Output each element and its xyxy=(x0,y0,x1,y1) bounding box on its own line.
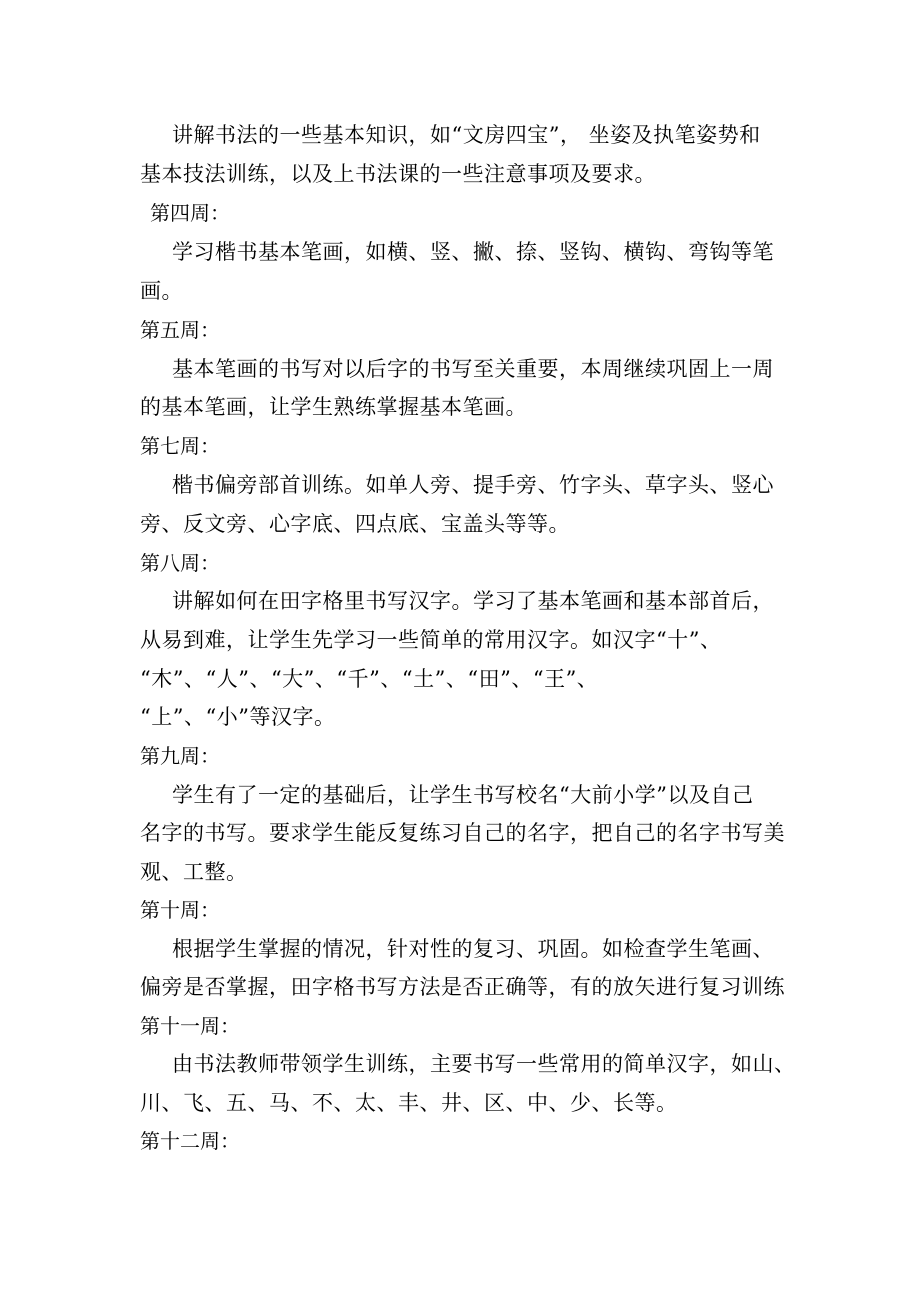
week-7-line-2: 旁、反文旁、心字底、四点底、宝盖头等等。 xyxy=(140,512,570,536)
week-12-heading: 第十二周： xyxy=(140,1129,240,1153)
week-9-line-1: 学生有了一定的基础后，让学生书写校名“大前小学”以及自己 xyxy=(172,783,754,807)
week-11-heading: 第十一周： xyxy=(140,1014,240,1038)
week-8-line-3: “木”、“人”、“大”、“千”、“土”、“田”、“王”、 xyxy=(140,667,599,691)
intro-line-2: 基本技法训练，以及上书法课的一些注意事项及要求。 xyxy=(140,162,656,186)
week-4-line-1: 学习楷书基本笔画，如横、竖、撇、捺、竖钩、横钩、弯钩等笔 xyxy=(172,240,774,264)
week-7-heading: 第七周： xyxy=(140,434,220,458)
week-7-line-1: 楷书偏旁部首训练。如单人旁、提手旁、竹字头、草字头、竖心 xyxy=(172,473,774,497)
week-5-line-1: 基本笔画的书写对以后字的书写至关重要，本周继续巩固上一周 xyxy=(172,357,774,381)
week-10-line-1: 根据学生掌握的情况，针对性的复习、巩固。如检查学生笔画、 xyxy=(172,937,774,961)
week-10-line-2: 偏旁是否掌握，田字格书写方法是否正确等，有的放矢进行复习训练 xyxy=(140,975,785,999)
week-5-line-2: 的基本笔画，让学生熟练掌握基本笔画。 xyxy=(140,395,527,419)
week-8-line-4: “上”、“小”等汉字。 xyxy=(140,705,336,729)
week-10-heading: 第十周： xyxy=(140,898,220,922)
week-9-heading: 第九周： xyxy=(140,744,220,768)
intro-line-1: 讲解书法的一些基本知识，如“文房四宝”， 坐姿及执笔姿势和 xyxy=(172,123,761,147)
week-11-line-2: 川、飞、五、马、不、太、丰、井、区、中、少、长等。 xyxy=(140,1091,678,1115)
week-8-line-1: 讲解如何在田字格里书写汉字。学习了基本笔画和基本部首后， xyxy=(172,589,774,613)
week-9-line-2: 名字的书写。要求学生能反复练习自己的名字，把自己的名字书写美 xyxy=(140,821,785,845)
week-4-heading: 第四周： xyxy=(150,201,230,225)
week-4-line-2: 画。 xyxy=(140,279,183,303)
week-8-heading: 第八周： xyxy=(140,551,220,575)
week-11-line-1: 由书法教师带领学生训练，主要书写一些常用的简单汉字，如山、 xyxy=(172,1052,796,1076)
week-8-line-2: 从易到难，让学生先学习一些简单的常用汉字。如汉字“十”、 xyxy=(140,628,722,652)
week-5-heading: 第五周： xyxy=(140,318,220,342)
week-9-line-3: 观、工整。 xyxy=(140,860,248,884)
